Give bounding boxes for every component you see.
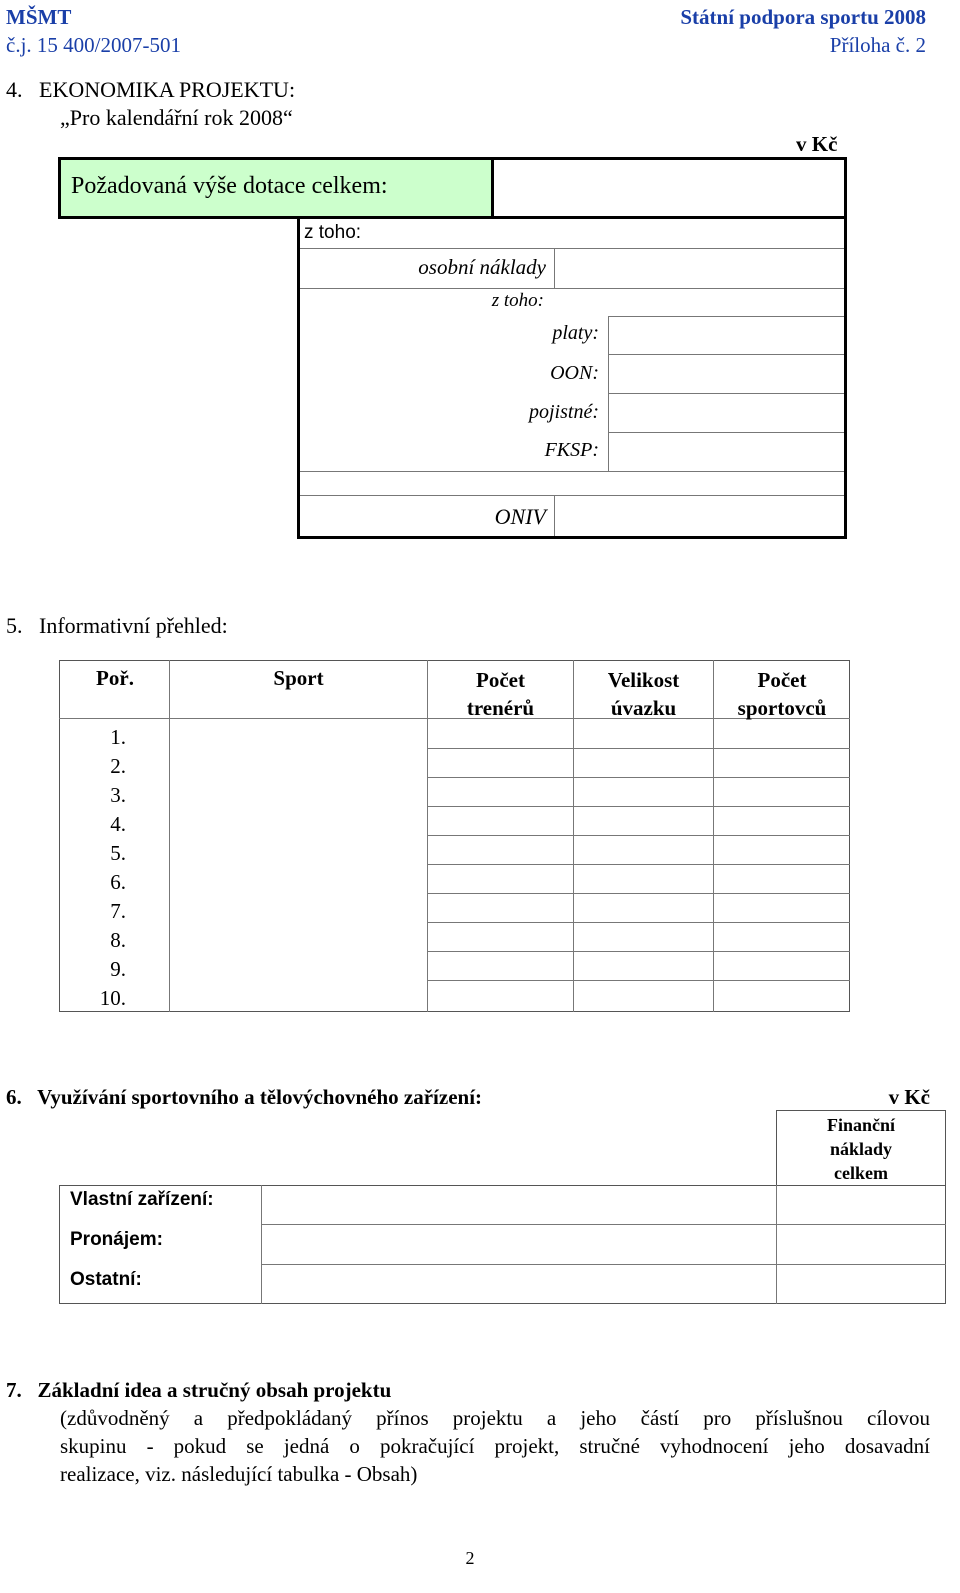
total-amount-field[interactable] (491, 157, 847, 219)
personal-costs-label: osobní náklady (418, 255, 546, 279)
fksp-label: FKSP: (544, 439, 599, 461)
header-reference-number: č.j. 15 400/2007-501 (6, 33, 181, 57)
own-facility-label: Vlastní zařízení: (70, 1189, 214, 1210)
section5-heading: 5. Informativní přehled: (6, 613, 228, 638)
row-number: 3. (110, 783, 126, 807)
financial-costs-header: Finanční náklady celkem (826, 1115, 896, 1183)
row-number: 6. (110, 870, 126, 894)
page-number: 2 (465, 1548, 475, 1568)
row-number: 10. (99, 986, 126, 1010)
col-header-order: Poř. (96, 666, 134, 690)
section7-text-line1: (zdůvodněný a předpokládaný přínos projektu a jeho částí pro příslušnou cílovou (60, 1406, 930, 1430)
section4-heading: 4. EKONOMIKA PROJEKTU: (6, 77, 296, 102)
header-annex-number: Příloha č. 2 (829, 33, 926, 57)
row-number: 2. (110, 754, 126, 778)
total-label: Požadovaná výše dotace celkem: (71, 173, 388, 199)
section7-text-line3: realizace, viz. následující tabulka - Obsah) (60, 1462, 418, 1486)
section4-currency: v Kč (796, 132, 838, 156)
personal-costs-of-which-label: z toho: (491, 290, 544, 311)
row-number: 4. (110, 812, 126, 836)
fksp-field[interactable] (610, 434, 844, 471)
header-program-title: Státní podpora sportu 2008 (680, 5, 926, 29)
total-label-cell (58, 157, 494, 219)
personal-costs-field[interactable] (556, 250, 844, 288)
row-number: 1. (110, 725, 126, 749)
row-number: 9. (110, 957, 126, 981)
col-header-coaches: Počet trenérů (466, 668, 535, 720)
other-label: Ostatní: (70, 1269, 142, 1290)
oon-field[interactable] (610, 356, 844, 393)
header-ministry: MŠMT (6, 5, 72, 29)
section6-currency: v Kč (888, 1085, 930, 1109)
section6-heading: 6. Využívání sportovního a tělovýchovného zařízení: (6, 1085, 483, 1109)
rent-amount-field[interactable] (777, 1225, 945, 1264)
oon-label: OON: (550, 362, 599, 384)
of-which-label: z toho: (304, 222, 362, 243)
insurance-field[interactable] (610, 395, 844, 432)
other-amount-field[interactable] (777, 1265, 945, 1303)
oniv-field[interactable] (556, 497, 844, 536)
section7-text-line2: skupinu - pokud se jedná o pokračující projekt, stručné vyhodnocení jeho dosavadní (60, 1434, 930, 1458)
section7-heading: 7. Základní idea a stručný obsah projektu (6, 1378, 392, 1402)
salaries-label: platy: (552, 322, 599, 344)
rent-label: Pronájem: (70, 1229, 163, 1250)
section4-subheading: „Pro kalendářní rok 2008“ (60, 105, 293, 130)
insurance-label: pojistné: (529, 401, 599, 423)
own-facility-amount-field[interactable] (777, 1186, 945, 1224)
row-number: 7. (110, 899, 126, 923)
col-header-sport: Sport (273, 666, 324, 690)
salaries-field[interactable] (610, 318, 844, 354)
oniv-label: ONIV (494, 504, 546, 529)
col-header-workload: Velikost úvazku (607, 668, 680, 720)
col-header-athletes: Počet sportovců (737, 668, 827, 720)
row-number: 5. (110, 841, 126, 865)
row-numbers (60, 723, 126, 1013)
row-number: 8. (110, 928, 126, 952)
